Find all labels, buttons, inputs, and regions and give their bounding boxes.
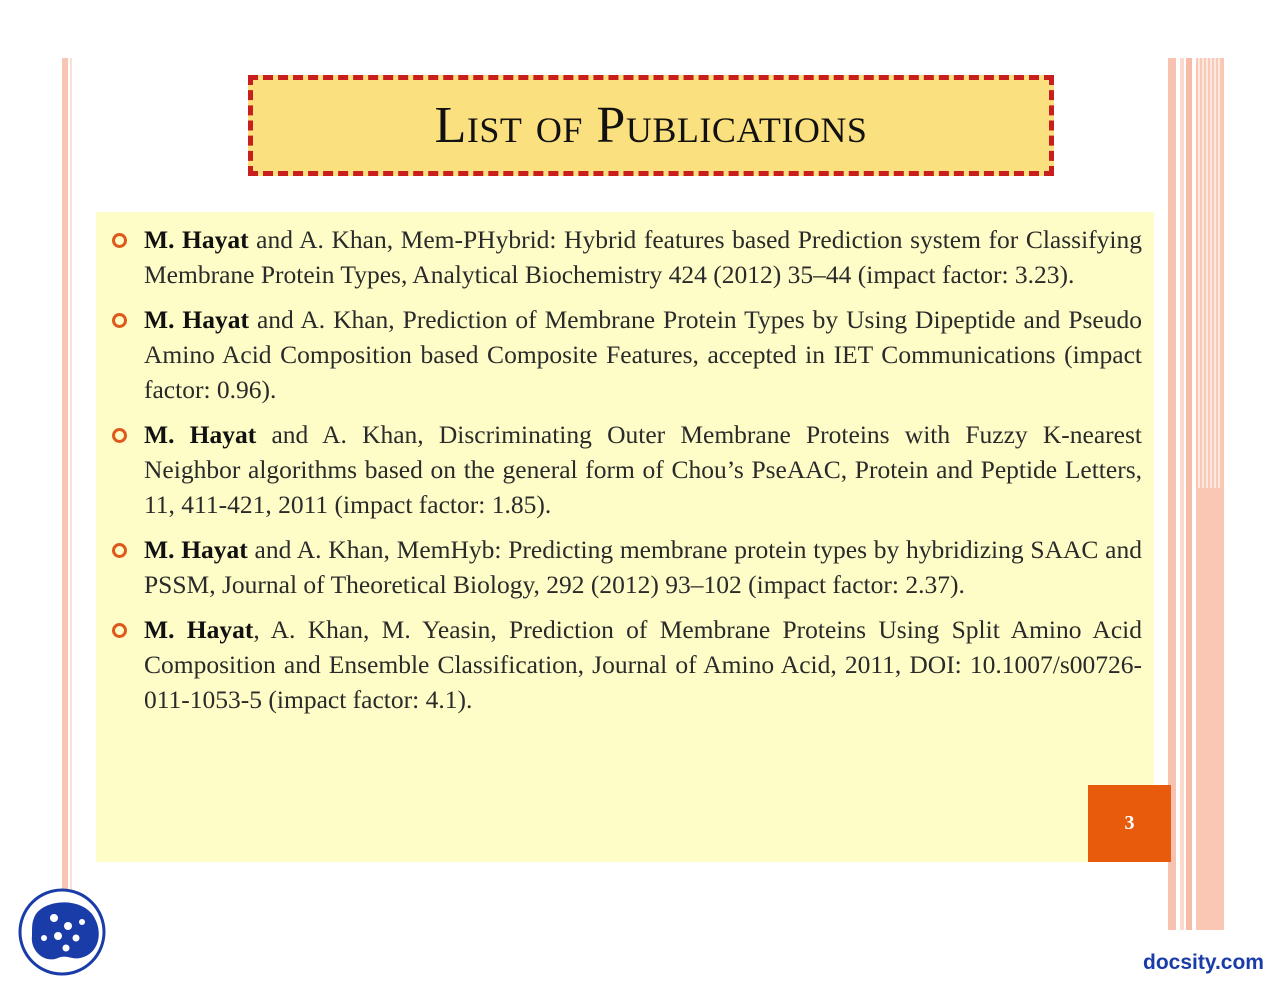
circle-bullet-icon [112, 313, 127, 328]
publication-text: and A. Khan, MemHyb: Predicting membrane protein types by hybridizing SAAC and PSSM, Journal of Theoretical Biology, 292 (2012) 93–102 (impact factor: 2.37). [144, 535, 1142, 599]
publication-author: M. Hayat [144, 305, 249, 334]
watermark-link[interactable]: docsity.com [1143, 951, 1264, 974]
circle-bullet-icon [112, 623, 127, 638]
left-decorative-stripe-thin [70, 58, 72, 928]
publication-author: M. Hayat [144, 225, 249, 254]
publications-panel [96, 212, 1154, 862]
right-stripe [1180, 58, 1184, 930]
publication-item [112, 302, 1142, 407]
left-decorative-stripe [62, 58, 68, 928]
publication-list [112, 222, 1142, 717]
publication-author: M. Hayat [144, 615, 254, 644]
publication-author: M. Hayat [144, 420, 257, 449]
circle-bullet-icon [112, 428, 127, 443]
publication-author: M. Hayat [144, 535, 248, 564]
publication-text: and A. Khan, Mem-PHybrid: Hybrid features based Prediction system for Classifying Membrane Protein Types, Analytical Biochemistry 424 (2012) 35–44 (impact factor: 3.23). [144, 225, 1142, 289]
circle-bullet-icon [112, 543, 127, 558]
publication-text: and A. Khan, Discriminating Outer Membrane Proteins with Fuzzy K-nearest Neighbor algorithms based on the general form of Chou’s PseAAC, Protein and Peptide Letters, 11, 411-421, 2011 (impact factor: 1.85). [144, 420, 1142, 519]
title-box [248, 75, 1054, 176]
publication-text: and A. Khan, Prediction of Membrane Protein Types by Using Dipeptide and Pseudo Amino Acid Composition based Composite Features, accepted in IET Communications (impact factor: 0.96). [144, 305, 1142, 404]
right-stripe-pattern [1198, 58, 1222, 488]
publication-item [112, 222, 1142, 292]
publication-item [112, 532, 1142, 602]
circle-bullet-icon [112, 233, 127, 248]
docsity-logo-icon[interactable] [18, 888, 106, 976]
publication-item [112, 612, 1142, 717]
publication-item [112, 417, 1142, 522]
right-decorative-stripes [1168, 58, 1224, 930]
slide-title: List of Publications [434, 97, 868, 154]
page-number: 3 [1088, 785, 1171, 862]
publication-text: , A. Khan, M. Yeasin, Prediction of Membrane Proteins Using Split Amino Acid Composition and Ensemble Classification, Journal of Amino Acid, 2011, DOI: 10.1007/s00726-011-1053-5 (impact factor: 4.1). [144, 615, 1142, 714]
right-stripe [1186, 58, 1192, 930]
